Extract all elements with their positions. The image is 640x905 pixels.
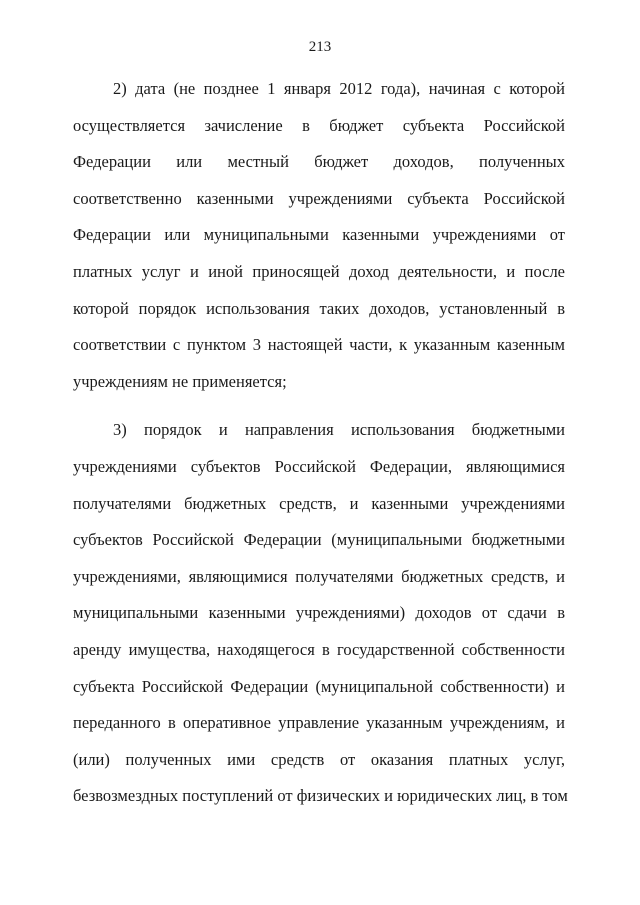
paragraph-2 xyxy=(73,412,568,815)
paragraph-line: субъекта Российской Федерации (муниципальной собственности) и xyxy=(73,676,565,696)
paragraph-line: платных услуг и иной приносящей доход деятельности, и после xyxy=(73,261,565,281)
paragraph-line: Федерации или местный бюджет доходов, полученных xyxy=(73,152,565,172)
body-text xyxy=(73,71,568,815)
paragraph-line: 3) порядок и направления использования бюджетными xyxy=(113,420,565,440)
paragraph-line: безвозмездных поступлений от физических и юридических лиц, в том xyxy=(73,786,568,806)
paragraph-line: соответствии с пунктом 3 настоящей части, к указанным казенным xyxy=(73,335,565,355)
paragraph-line: учреждениями, являющимися получателями бюджетных средств, и xyxy=(73,566,565,586)
page-number: 213 xyxy=(308,39,332,55)
paragraph-line: соответственно казенными учреждениями субъекта Российской xyxy=(73,188,565,208)
paragraph-line: учреждениями субъектов Российской Федерации, являющимися xyxy=(73,456,565,476)
paragraph-line: получателями бюджетных средств, и казенными учреждениями xyxy=(73,493,565,513)
paragraph-line: переданного в оперативное управление указанным учреждениям, и xyxy=(73,713,565,733)
paragraph-line: субъектов Российской Федерации (муниципальными бюджетными xyxy=(73,530,565,550)
paragraph-line: осуществляется зачисление в бюджет субъекта Российской xyxy=(73,115,565,135)
paragraph-line: 2) дата (не позднее 1 января 2012 года), начиная с которой xyxy=(113,79,565,98)
paragraph-1 xyxy=(73,71,565,400)
paragraph-spacer xyxy=(73,400,565,412)
paragraph-line: муниципальными казенными учреждениями) доходов от сдачи в xyxy=(73,603,565,623)
paragraph-line: (или) полученных ими средств от оказания платных услуг, xyxy=(73,749,565,769)
paragraph-line: аренду имущества, находящегося в государственной собственности xyxy=(73,639,565,659)
paragraph-line: которой порядок использования таких доходов, установленный в xyxy=(73,298,565,318)
paragraph-line: Федерации или муниципальными казенными учреждениями от xyxy=(73,225,565,245)
paragraph-line: учреждениям не применяется; xyxy=(73,371,287,391)
